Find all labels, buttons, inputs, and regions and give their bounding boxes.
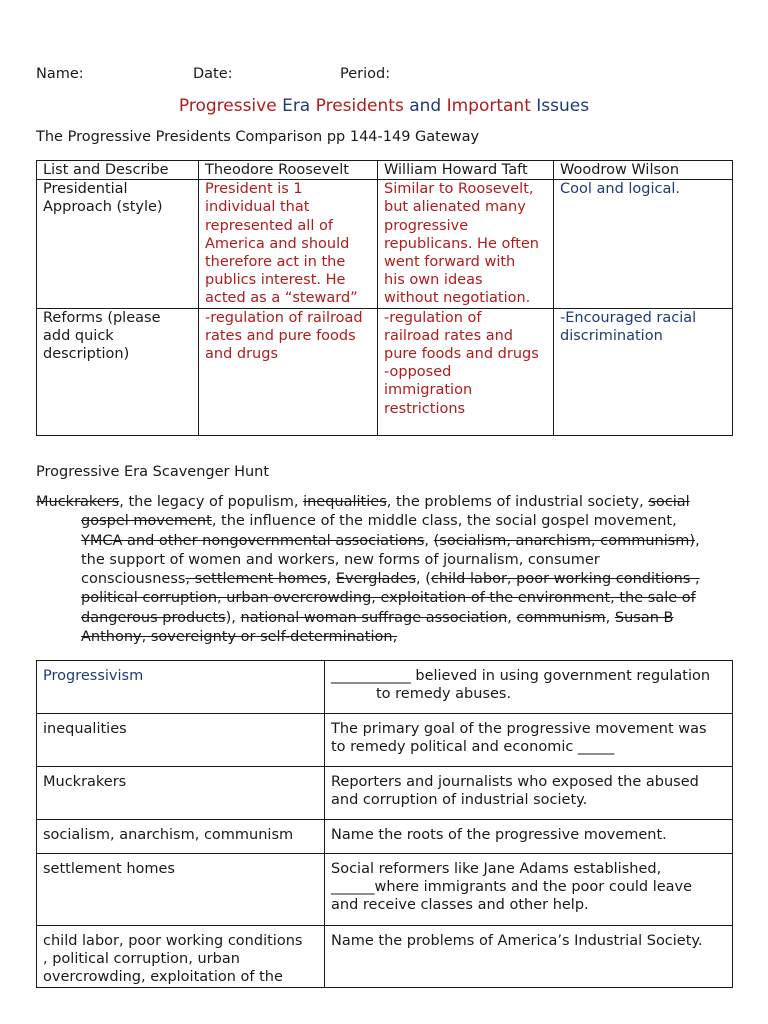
row-label-reforms (37, 308, 199, 435)
used-term: social (648, 494, 690, 510)
used-term: , settlement homes (185, 571, 327, 588)
clue-line: Reporters and journalists who exposed the abused (331, 774, 699, 790)
used-term: national woman suffrage association (240, 609, 508, 626)
term: , ( (416, 571, 431, 588)
term: , (605, 609, 615, 626)
answer-line: child labor, poor working conditions (43, 933, 303, 949)
term: , (326, 571, 336, 588)
title-word: Era (282, 96, 311, 116)
answer-cell: Muckrakers (37, 767, 325, 820)
answer-line: progressive (384, 217, 469, 234)
answer-line: railroad rates and (384, 327, 514, 344)
clue-line: to remedy political and economic _____ (331, 739, 615, 756)
answer-line: rates and pure foods (205, 327, 356, 344)
period-label: Period: (340, 66, 391, 82)
answer-line: , political corruption, urban (43, 951, 240, 968)
answer-line: Similar to Roosevelt, (384, 181, 534, 198)
answer-line: his own ideas (384, 272, 483, 289)
answer-line: represented all of (205, 217, 333, 234)
answer-line: but alienated many (384, 199, 526, 216)
answer-line: -opposed (384, 364, 452, 381)
wilson-reforms (554, 308, 733, 435)
term: , the problems of industrial society, (386, 494, 649, 510)
taft-reforms (378, 308, 554, 435)
clue-line: The primary goal of the progressive movement was (331, 721, 707, 737)
clue-line: Social reformers like Jane Adams established, (331, 861, 662, 877)
word-bank-line: the support of women and workers, new forms of journalism, consumer (81, 551, 600, 568)
answer-line: and drugs (205, 346, 279, 363)
name-label: Name: (36, 66, 84, 82)
table-row (37, 714, 733, 767)
term: consciousness (81, 571, 186, 588)
term: , (424, 532, 434, 549)
used-term: inequalities (303, 494, 387, 510)
row-label-approach (37, 180, 199, 308)
word-bank-line (36, 512, 736, 531)
table-header-row (37, 161, 733, 180)
word-bank-line (36, 493, 736, 512)
clue-cell (325, 767, 733, 820)
table-row (37, 767, 733, 820)
label-line: add quick (43, 327, 114, 344)
used-term: YMCA and other nongovernmental associations (81, 532, 425, 549)
word-bank-line: Anthony, sovereignty or self-determination, (81, 629, 398, 646)
column-header: Woodrow Wilson (554, 161, 733, 180)
answer-line: republicans. He often (384, 235, 539, 252)
answer-line: -regulation of railroad (205, 309, 363, 326)
answer-line: immigration (384, 382, 473, 399)
answer-line: overcrowding, exploitation of the (43, 969, 283, 986)
answer-line: went forward with (384, 254, 516, 271)
used-term: communism (516, 609, 606, 626)
table-row (37, 926, 733, 988)
answer-line: pure foods and drugs (384, 346, 539, 363)
answer-line: publics interest. He (205, 272, 346, 289)
label-line: Presidential (43, 181, 128, 198)
label-line: Approach (style) (43, 199, 163, 216)
word-bank-line (36, 570, 736, 589)
date-label: Date: (193, 66, 233, 82)
wilson-approach (554, 180, 733, 308)
used-term: gospel movement (81, 513, 212, 530)
title-word: Presidents (315, 96, 404, 116)
clue-line: ___________ believed in using government regulation (331, 668, 711, 684)
answer-line: -Encouraged racial (560, 309, 697, 326)
table-row (37, 854, 733, 926)
scavenger-hunt-table (36, 660, 733, 988)
answer-cell: socialism, anarchism, communism (37, 820, 325, 854)
term: , (507, 609, 517, 626)
used-term: Everglades (335, 571, 417, 588)
word-bank-line (36, 532, 736, 551)
term: , the influence of the middle class, the social gospel movement, (211, 513, 677, 530)
word-bank (36, 493, 736, 647)
answer-line: acted as a “steward” (205, 290, 358, 307)
answer-cell: Progressivism (37, 661, 325, 714)
president-comparison-table (36, 160, 733, 436)
answer-line: without negotiation. (384, 290, 531, 307)
label-line: Reforms (please (43, 309, 161, 326)
subtitle: The Progressive Presidents Comparison pp 144-149 Gateway (36, 129, 480, 145)
term: , the legacy of populism, (119, 494, 304, 510)
taft-approach (378, 180, 554, 308)
used-term: (socialism, anarchism, communism) (433, 532, 696, 549)
column-header: List and Describe (37, 161, 199, 180)
clue-cell: Name the problems of America’s Industrial Society. (325, 926, 733, 988)
title-word: Progressive (178, 96, 277, 116)
title-word: Important (446, 96, 531, 116)
used-term: dangerous products (81, 609, 226, 626)
clue-cell: Name the roots of the progressive movement. (325, 820, 733, 854)
clue-cell (325, 714, 733, 767)
column-header: William Howard Taft (378, 161, 554, 180)
answer-cell: settlement homes (37, 854, 325, 926)
title-word: Issues (536, 96, 590, 116)
roosevelt-reforms (199, 308, 378, 435)
answer-line: therefore act in the (205, 254, 346, 271)
answer-cell: inequalities (37, 714, 325, 767)
answer-line: President is 1 (205, 181, 303, 198)
table-row (37, 661, 733, 714)
answer-line: Cool and logical. (560, 181, 681, 198)
used-term: Muckrakers (36, 494, 120, 510)
title-word: and (409, 96, 442, 116)
clue-line: ______where immigrants and the poor could leave (331, 879, 693, 896)
answer-line: discrimination (560, 327, 663, 344)
table-row (37, 308, 733, 435)
clue-cell (325, 854, 733, 926)
page-title (0, 96, 768, 116)
answer-line: -regulation of (384, 309, 482, 326)
table-row (37, 180, 733, 308)
clue-line: and corruption of industrial society. (331, 792, 588, 809)
scavenger-hunt-title: Progressive Era Scavenger Hunt (36, 464, 270, 480)
answer-cell (37, 926, 325, 988)
term: ), (225, 609, 241, 626)
answer-line: individual that (205, 199, 310, 216)
clue-cell (325, 661, 733, 714)
used-term: Susan B (614, 609, 674, 626)
column-header: Theodore Roosevelt (199, 161, 378, 180)
term: , (695, 532, 700, 549)
word-bank-line: political corruption, urban overcrowding, exploitation of the environment, the sale of (81, 590, 696, 607)
roosevelt-approach (199, 180, 378, 308)
used-term: child labor, poor working conditions , (430, 571, 700, 588)
answer-line: America and should (205, 235, 350, 252)
table-row (37, 820, 733, 854)
clue-line: to remedy abuses. (376, 686, 512, 703)
clue-line: and receive classes and other help. (331, 897, 589, 914)
label-line: description) (43, 346, 130, 363)
word-bank-line (36, 609, 736, 628)
answer-line: restrictions (384, 400, 466, 417)
